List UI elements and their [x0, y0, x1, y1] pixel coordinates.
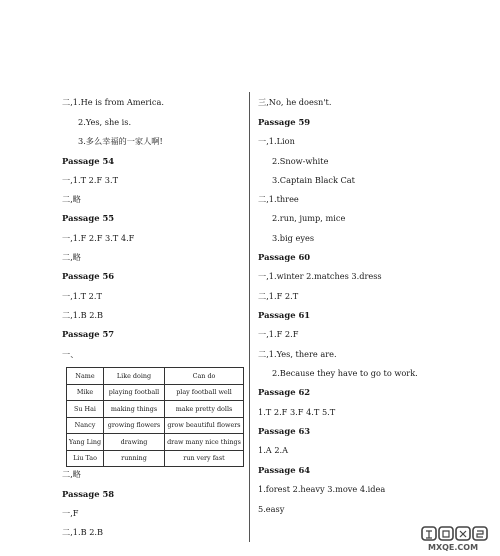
passage-heading: Passage 60 [258, 252, 311, 262]
answer-line: 二,1.B 2.B [62, 527, 104, 537]
answer-line: 3.big eyes [272, 233, 315, 243]
answer-line: 二,1.Yes, there are. [258, 349, 337, 359]
table-header: Like doing [104, 368, 165, 385]
passage-heading: Passage 61 [258, 310, 311, 320]
table-cell: Liu Tao [67, 450, 104, 467]
answer-line: 一、 [62, 349, 79, 359]
answer-line: 1.forest 2.heavy 3.move 4.idea [258, 484, 386, 494]
answer-line: 一,1.winter 2.matches 3.dress [258, 271, 382, 281]
table-cell: make pretty dolls [165, 401, 244, 418]
table-cell: running [104, 450, 165, 467]
answer-line: 2.Yes, she is. [78, 117, 132, 127]
table-cell: play football well [165, 384, 244, 401]
answer-table [66, 367, 244, 467]
passage-heading: Passage 59 [258, 117, 311, 127]
table-header: Name [67, 368, 104, 385]
table-cell: Su Hai [67, 401, 104, 418]
table-cell: Mike [67, 384, 104, 401]
table-row [67, 450, 244, 467]
answer-line: 1.A 2.A [258, 445, 289, 455]
table-header-row [67, 368, 244, 385]
passage-heading: Passage 54 [62, 156, 115, 166]
table-cell: draw many nice things [165, 434, 244, 451]
table-header: Can do [165, 368, 244, 385]
answer-line: 二,1.F 2.T [258, 291, 299, 301]
table-cell: growing flowers [104, 417, 165, 434]
column-divider [249, 92, 250, 542]
answer-line: 二,1.three [258, 194, 299, 204]
answer-line: 二,1.B 2.B [62, 310, 104, 320]
answer-line: 一,1.F 2.F 3.T 4.F [62, 233, 135, 243]
answer-line: 1.T 2.F 3.F 4.T 5.T [258, 407, 336, 417]
table-row [67, 401, 244, 418]
answer-line: 5.easy [258, 504, 285, 514]
answer-line: 一,1.T 2.T [62, 291, 102, 301]
table-cell: drawing [104, 434, 165, 451]
watermark-logo [420, 526, 496, 552]
passage-heading: Passage 56 [62, 271, 115, 281]
table-row [67, 417, 244, 434]
table-cell: Nancy [67, 417, 104, 434]
answer-line: 一,1.F 2.F [258, 329, 299, 339]
answer-line: 2.Snow-white [272, 156, 329, 166]
answer-line: 3.Captain Black Cat [272, 175, 355, 185]
answer-line: 2.Because they have to go to work. [272, 368, 418, 378]
table-cell: making things [104, 401, 165, 418]
answer-line: 二,略 [62, 469, 81, 479]
answer-line: 二,略 [62, 252, 81, 262]
answer-line: 一,F [62, 508, 79, 518]
answer-line: 一,1.Lion [258, 136, 295, 146]
passage-heading: Passage 55 [62, 213, 115, 223]
table-row [67, 434, 244, 451]
passage-heading: Passage 62 [258, 387, 311, 397]
answer-line: 2.run, jump, mice [272, 213, 346, 223]
passage-heading: Passage 58 [62, 489, 115, 499]
answer-line: 二,1.He is from America. [62, 97, 164, 107]
answer-line: 3.多么幸福的一家人啊! [78, 136, 163, 146]
table-row [67, 384, 244, 401]
passage-heading: Passage 64 [258, 465, 311, 475]
answer-line: 三,No, he doesn't. [258, 97, 332, 107]
svg-text:MXQE.COM: MXQE.COM [428, 543, 479, 552]
table-cell: playing football [104, 384, 165, 401]
table-cell: grow beautiful flowers [165, 417, 244, 434]
passage-heading: Passage 63 [258, 426, 311, 436]
answer-line: 一,1.T 2.F 3.T [62, 175, 119, 185]
table-cell: run very fast [165, 450, 244, 467]
answer-line: 二,略 [62, 194, 81, 204]
table-cell: Yang Ling [67, 434, 104, 451]
passage-heading: Passage 57 [62, 329, 115, 339]
